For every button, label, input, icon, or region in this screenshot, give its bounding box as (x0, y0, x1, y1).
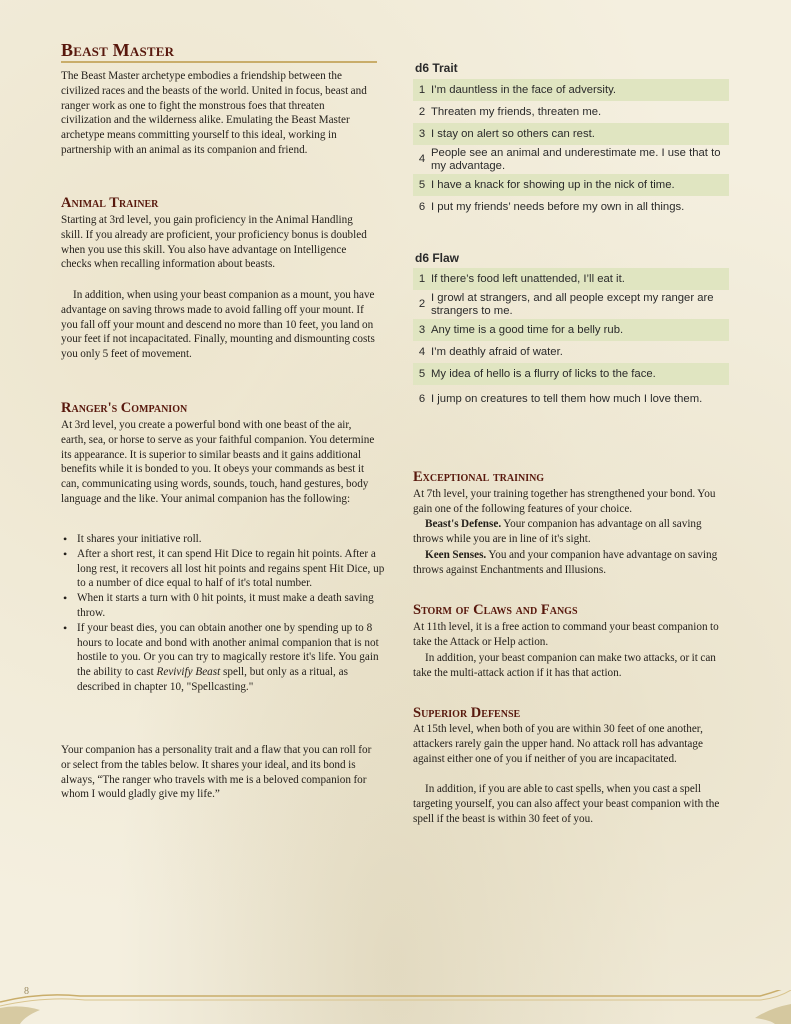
flaw-text: I jump on creatures to tell them how much I love them. (431, 393, 703, 405)
roll-number: 3 (413, 319, 431, 341)
title-rule (61, 61, 377, 63)
revivify-beast-spell: Revivify Beast (156, 666, 221, 679)
storm-paragraph-2: In addition, your beast companion can make two attacks, or it can take the multi-attack action if it has that action. (413, 652, 716, 679)
table-row (413, 363, 729, 385)
bullet4-text-a: If your beast dies, you can obtain another one by spending up to 8 hours to locate and bond with another animal companion that is not hostile to you. Or you can try to magically restore it's life. You gain the ability to cast (77, 621, 379, 679)
beasts-defense-text: Your companion has advantage on all saving throws while you are in line of it's sight. (413, 518, 702, 545)
beasts-defense-feature (413, 517, 729, 547)
trait-text: I have a knack for showing up in the nick of time. (431, 174, 729, 196)
roll-number: 3 (413, 123, 431, 145)
flaw-text: I’m deathly afraid of water. (431, 346, 563, 358)
rangers-companion-paragraph-2: Your companion has a personality trait and a flaw that you can roll for or select from the tables below. It shares your ideal, and its bond is always, “The ranger who travels with me is a beloved companion for whom I would gladly give my life.” (61, 744, 372, 801)
roll-number: 1 (413, 79, 431, 101)
trait-text: People see an animal and underestimate me. I use that to my advantage. (431, 146, 721, 172)
storm-heading: Storm of Claws and Fangs (413, 602, 578, 618)
flaw-text: I growl at strangers, and all people except my ranger are strangers to me. (431, 291, 714, 317)
roll-number: 6 (418, 393, 426, 405)
table-row (413, 174, 729, 196)
roll-number: 2 (418, 298, 426, 310)
keen-senses-name: Keen Senses. (425, 549, 487, 561)
exceptional-training-paragraph: At 7th level, your training together has strengthened your bond. You gain one of the following features of your choice. (413, 488, 716, 515)
beasts-defense-name: Beast's Defense. (425, 518, 502, 530)
list-item: • After a short rest, it can spend Hit Dice to regain hit points. After a long rest, it recovers all lost hit points and regains spent Hit Dice, up to a number of dice equal to half of it's total number. (77, 547, 393, 591)
keen-senses-text: You and your companion have advantage on saving throws against Enchantments and Illusions. (413, 549, 718, 576)
page-title: Beast Master (61, 40, 175, 60)
trait-text: I stay on alert so others can rest. (431, 123, 729, 145)
table-row (413, 101, 729, 123)
list-item: • When it starts a turn with 0 hit points, it must make a death saving throw. (77, 591, 393, 621)
table-row (413, 268, 729, 290)
bullet4-text-b: spell, but only as a ritual, as described in chapter 10, "Spellcasting." (77, 666, 348, 693)
flaw-table-title: d6 Flaw (415, 251, 460, 265)
table-row (413, 385, 729, 414)
list-item (77, 621, 393, 695)
table-row (413, 123, 729, 145)
flaw-text: Any time is a good time for a belly rub. (431, 319, 729, 341)
superior-defense-paragraph-1: At 15th level, when both of you are within 30 feet of one another, attackers rarely gain the upper hand. No attack roll has advantage against either one of you if neither of you are incapacitated. (413, 723, 703, 765)
table-row (413, 319, 729, 341)
superior-defense-paragraph-2: In addition, if you are able to cast spells, when you cast a spell targeting yourself, you can also affect your beast companion with the spell if the beast is within 30 feet of you. (413, 783, 720, 825)
superior-defense-heading: Superior Defense (413, 705, 521, 721)
roll-number: 2 (418, 106, 426, 118)
flaw-table (413, 268, 729, 414)
table-row (413, 145, 729, 174)
exceptional-training-heading: Exceptional training (413, 469, 545, 485)
table-row (413, 79, 729, 101)
animal-trainer-paragraph-1: Starting at 3rd level, you gain proficiency in the Animal Handling skill. If you already are proficient, your proficiency bonus is doubled when you use this skill. You also have advantage on Intelligence checks when recalling information about beasts. (61, 214, 367, 271)
animal-trainer-paragraph-2: In addition, when using your beast companion as a mount, you have advantage on saving throws made to avoid falling off your mount. If you fall off your mount and descend no more than 10 feet, you land on your feet if not incapacitated. Finally, mounting and dismounting costs you only 5 feet of movement. (61, 289, 375, 361)
roll-number: 5 (413, 174, 431, 196)
intro-paragraph: The Beast Master archetype embodies a friendship between the civilized races and the beasts of the world. United in focus, beast and ranger work as one to fight the monstrous foes that threaten civilization and the wilderness alike. Emulating the Beast Master archetype means committing yourself to this ideal, working in partnership with an animal as its companion and friend. (61, 70, 367, 156)
trait-table (413, 79, 729, 218)
companion-features-list (61, 532, 393, 695)
footer-ornament (0, 990, 791, 1024)
keen-senses-feature (413, 548, 729, 578)
storm-paragraph-1: At 11th level, it is a free action to command your beast companion to take the Attack or Help action. (413, 621, 719, 648)
trait-text: I’m dauntless in the face of adversity. (431, 79, 729, 101)
page-number: 8 (24, 986, 29, 997)
table-row (413, 290, 729, 319)
trait-text: Threaten my friends, threaten me. (431, 106, 602, 118)
flaw-text: My idea of hello is a flurry of licks to the face. (431, 363, 729, 385)
table-row (413, 196, 729, 218)
rangers-companion-paragraph-1: At 3rd level, you create a powerful bond with one beast of the air, earth, sea, or horse to serve as your faithful companion. You determine its appearance. It is superior to similar beasts and it gains additional benefits while it is bonded to you. It obeys your commands as best it can, communicating using words, sounds, touch, hand gestures, body language and the like. Your animal companion has the following: (61, 419, 375, 505)
animal-trainer-heading: Animal Trainer (61, 195, 159, 211)
trait-text: I put my friends’ needs before my own in all things. (431, 201, 685, 213)
roll-number: 4 (418, 346, 426, 358)
roll-number: 4 (418, 153, 426, 165)
rangers-companion-heading: Ranger's Companion (61, 400, 188, 416)
list-item: • It shares your initiative roll. (77, 532, 393, 547)
table-row (413, 341, 729, 363)
flaw-text: If there’s food left unattended, I’ll eat it. (431, 268, 729, 290)
roll-number: 5 (413, 363, 431, 385)
roll-number: 6 (418, 201, 426, 213)
roll-number: 1 (413, 268, 431, 290)
trait-table-title: d6 Trait (415, 61, 458, 75)
